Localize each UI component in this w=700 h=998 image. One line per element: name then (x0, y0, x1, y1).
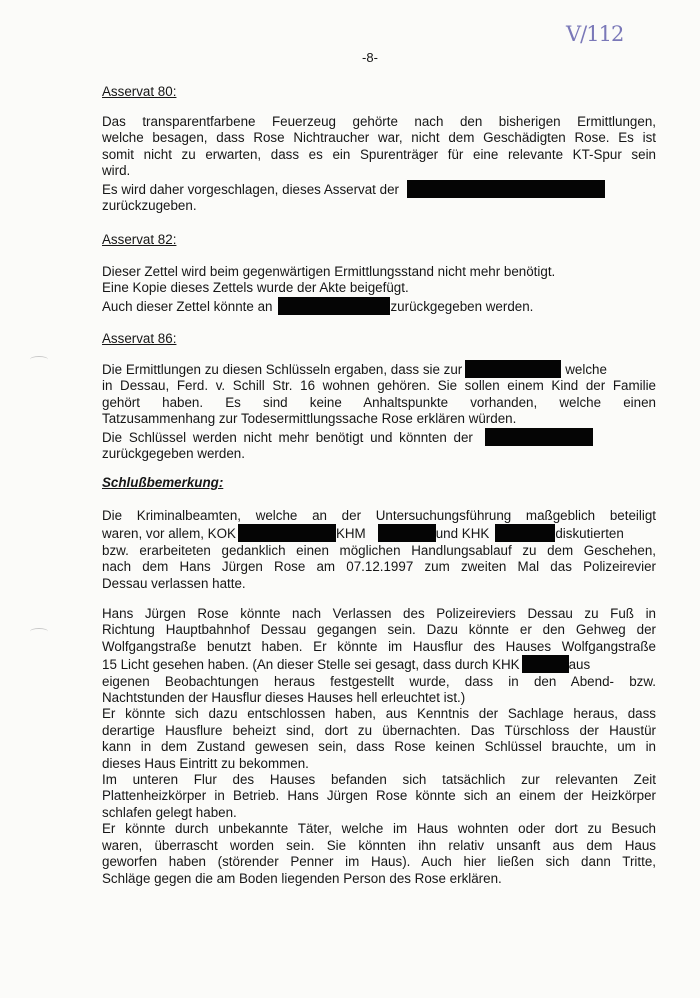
text-line: nach dem Hans Jürgen Rose am 07.12.1997 zum zweiten Mal das Polizeirevier (102, 559, 656, 575)
text-line: kann in dem Zustand gewesen sein, dass Rose keinen Schlüssel brauchte, um in (102, 739, 656, 755)
closing-remarks-paragraph-2 (102, 606, 656, 887)
text-line: Hans Jürgen Rose könnte nach Verlassen des Polizeireviers Dessau zu Fuß in (102, 606, 656, 621)
redaction-bar (522, 655, 569, 673)
text-line: Wolfgangstraße benutzt haben. Er könnte im Hausflur des Hauses Wolfgangstraße (102, 638, 656, 654)
text-line: somit nicht zu erwarten, dass es ein Spurenträger für eine relevante KT-Spur sein (102, 146, 656, 162)
text-line: waren, überrascht worden sein. Sie könnten ihn relativ unsanft aus dem Haus (102, 837, 656, 853)
text-fragment: zurückgegeben werden. (390, 298, 534, 314)
text-line: welche besagen, dass Rose Nichtraucher war, nicht dem Geschädigten Rose. Es ist (102, 130, 656, 146)
text-fragment: welche (565, 362, 607, 377)
text-line: geworfen haben (störender Penner im Haus). Auch hier ließen sich dann Tritte, (102, 854, 656, 870)
text-line: Er könnte durch unbekannte Täter, welche im Haus wohnten oder dort zu Besuch (102, 821, 656, 837)
redaction-bar (378, 524, 436, 542)
text-fragment: Die Schlüssel werden nicht mehr benötigt und könnten der (102, 429, 473, 445)
asservat-80-text (102, 114, 656, 214)
text-line (102, 180, 656, 198)
text-fragment: Es wird daher vorgeschlagen, dieses Asservat der (102, 181, 399, 197)
punch-hole-mark (30, 628, 48, 635)
redaction-bar (465, 360, 561, 378)
text-line: Richtung Hauptbahnhof Dessau gegangen sein. Dazu könnte er den Gehweg der (102, 622, 656, 638)
text-line: in Dessau, Ferd. v. Schill Str. 16 wohnen gehören. Sie sollen einem Kind der Familie (102, 378, 656, 394)
asservat-80-heading: Asservat 80: (102, 84, 177, 99)
text-fragment: waren, vor allem, KOK (102, 526, 236, 542)
handwritten-note: V/112 (566, 22, 624, 46)
asservat-86-heading: Asservat 86: (102, 331, 177, 346)
text-line (102, 428, 656, 446)
text-line: schlafen gelegt haben. (102, 804, 237, 820)
closing-remarks-heading: Schlußbemerkung: (102, 475, 224, 490)
text-line: Eine Kopie dieses Zettels wurde der Akte beigefügt. (102, 280, 409, 296)
page-number: -8- (362, 50, 378, 65)
text-line (102, 655, 656, 673)
text-line: Tatzusammenhang zur Todesermittlungssache Rose erklären würden. (102, 411, 517, 427)
text-line: derartige Hausflure beheizt sind, dort zu übernachten. Das Türschloss der Haustür (102, 722, 656, 738)
text-fragment: 15 Licht gesehen haben. (An dieser Stelle sei gesagt, dass durch KHK (102, 657, 520, 673)
asservat-82-text (102, 264, 656, 315)
text-line: Nachtstunden der Hausflur dieses Hauses hell erleuchtet ist.) (102, 690, 466, 706)
redaction-bar (495, 524, 555, 542)
text-line: Das transparentfarbene Feuerzeug gehörte nach den bisherigen Ermittlungen, (102, 114, 656, 129)
text-line: Die Kriminalbeamten, welche an der Untersuchungsführung maßgeblich beteiligt (102, 508, 656, 523)
redaction-bar (485, 428, 593, 446)
text-fragment: und KHK (435, 526, 490, 542)
redaction-bar (238, 524, 336, 542)
text-fragment: KHM (335, 526, 366, 542)
text-line: eigenen Beobachtungen heraus festgestellt wurde, dass in den Abend- bzw. (102, 673, 656, 689)
text-fragment: Auch dieser Zettel könnte an (102, 298, 273, 314)
text-line (102, 297, 656, 315)
text-line: Plattenheizkörper in Betrieb. Hans Jürgen Rose könnte sich an einem der Heizkörper (102, 788, 656, 804)
text-line: Er könnte sich dazu entschlossen haben, aus Kenntnis der Sachlage heraus, dass (102, 706, 656, 722)
punch-hole-mark (30, 356, 48, 363)
text-line: Schläge gegen die am Boden liegenden Person des Rose erklären. (102, 870, 502, 886)
text-line: Dieser Zettel wird beim gegenwärtigen Ermittlungsstand nicht mehr benötigt. (102, 264, 556, 279)
text-fragment: diskutierten (555, 526, 624, 542)
asservat-86-text (102, 360, 656, 462)
text-line: gehört haben. Es sind keine Anhaltspunkte vorhanden, welche einen (102, 394, 656, 410)
redaction-bar (278, 297, 390, 315)
text-fragment: Die Ermittlungen zu diesen Schlüsseln ergaben, dass sie zur (102, 362, 463, 377)
text-line: Dessau verlassen hatte. (102, 575, 246, 591)
asservat-82-heading: Asservat 82: (102, 232, 177, 247)
redaction-bar (407, 180, 605, 198)
text-fragment: aus (568, 657, 591, 673)
text-line: zurückzugeben. (102, 198, 197, 214)
text-line: zurückgegeben werden. (102, 446, 245, 462)
text-line: bzw. erarbeiteten gedanklich einen möglichen Handlungsablauf zu dem Geschehen, (102, 542, 656, 558)
text-line: Im unteren Flur des Hauses befanden sich tatsächlich zur relevanten Zeit (102, 772, 656, 788)
text-line: wird. (102, 163, 131, 179)
closing-remarks-paragraph-1 (102, 508, 656, 592)
text-line: dieses Haus Eintritt zu bekommen. (102, 755, 309, 771)
text-line (102, 360, 656, 378)
text-line (102, 524, 656, 542)
